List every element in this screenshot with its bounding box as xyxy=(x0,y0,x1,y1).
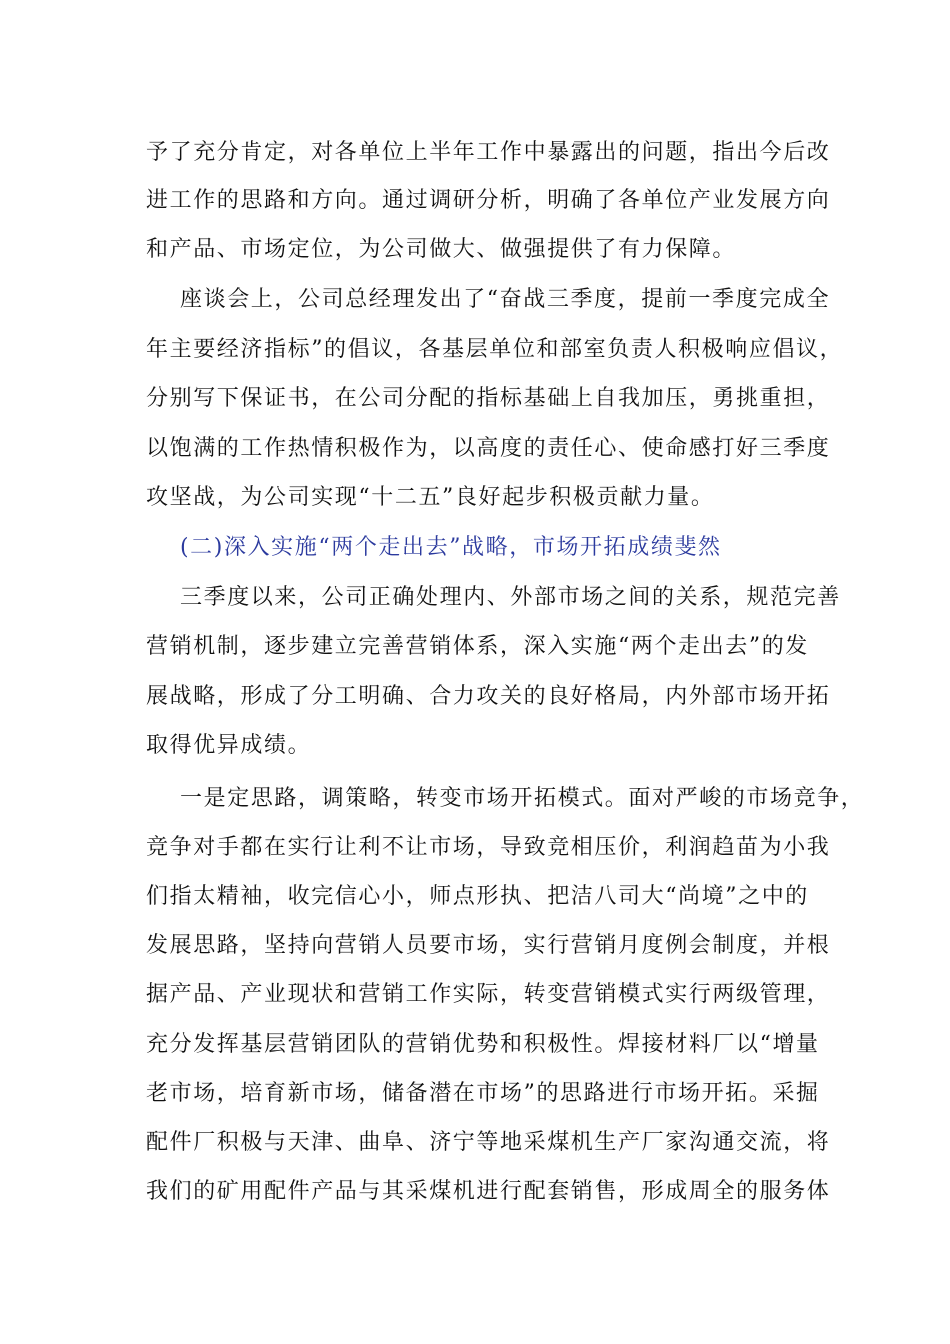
text-line: 竞争对手都在实行让利不让市场，导致竞相压价，利润趋苗为小我 xyxy=(146,835,831,860)
text-line: 营销机制，逐步建立完善营销体系，深入实施“两个走出去”的发 xyxy=(146,634,809,659)
paragraph-start-line: 一是定思路，调策略，转变市场开拓模式。面对严峻的市场竞争， xyxy=(180,786,865,811)
text-line: 年主要经济指标”的倡议，各基层单位和部室负责人积极响应倡议， xyxy=(146,337,844,362)
text-line: 展战略，形成了分工明确、合力攻关的良好格局，内外部市场开拓 xyxy=(146,684,831,709)
text-line: 以饱满的工作热情积极作为，以高度的责任心、使命感打好三季度 xyxy=(146,436,831,461)
text-line: 和产品、市场定位，为公司做大、做强提供了有力保障。 xyxy=(146,237,737,262)
paragraph-start-line: 座谈会上，公司总经理发出了“奋战三季度，提前一季度完成全 xyxy=(180,287,831,312)
text-line: 予了充分肯定，对各单位上半年工作中暴露出的问题，指出今后改 xyxy=(146,140,831,165)
text-line: 分别写下保证书，在公司分配的指标基础上自我加压，勇挑重担， xyxy=(146,386,831,411)
text-line: 据产品、产业现状和营销工作实际，转变营销模式实行两级管理， xyxy=(146,982,831,1007)
text-line: 们指太精袖，收完信心小，师点形执、把洁八司大“尚境”之中的 xyxy=(146,884,809,909)
text-line: 充分发挥基层营销团队的营销优势和积极性。焊接材料厂以“增量 xyxy=(146,1032,820,1057)
text-line: 发展思路，坚持向营销人员要市场，实行营销月度例会制度，并根 xyxy=(146,933,831,958)
text-line: 老市场，培育新市场，储备潜在市场”的思路进行市场开拓。采掘 xyxy=(146,1081,820,1106)
text-line: 进工作的思路和方向。通过调研分析，明确了各单位产业发展方向 xyxy=(146,188,831,213)
paragraph-start-line: 三季度以来，公司正确处理内、外部市场之间的关系，规范完善 xyxy=(180,585,841,610)
section-heading: (二)深入实施“两个走出去”战略，市场开拓成绩斐然 xyxy=(180,535,722,560)
text-line: 取得优异成绩。 xyxy=(146,733,312,758)
text-line: 我们的矿用配件产品与其采煤机进行配套销售，形成周全的服务体 xyxy=(146,1179,831,1204)
text-line: 配件厂积极与天津、曲阜、济宁等地采煤机生产厂家沟通交流，将 xyxy=(146,1130,831,1155)
text-line: 攻坚战，为公司实现“十二五”良好起步积极贡献力量。 xyxy=(146,485,715,510)
